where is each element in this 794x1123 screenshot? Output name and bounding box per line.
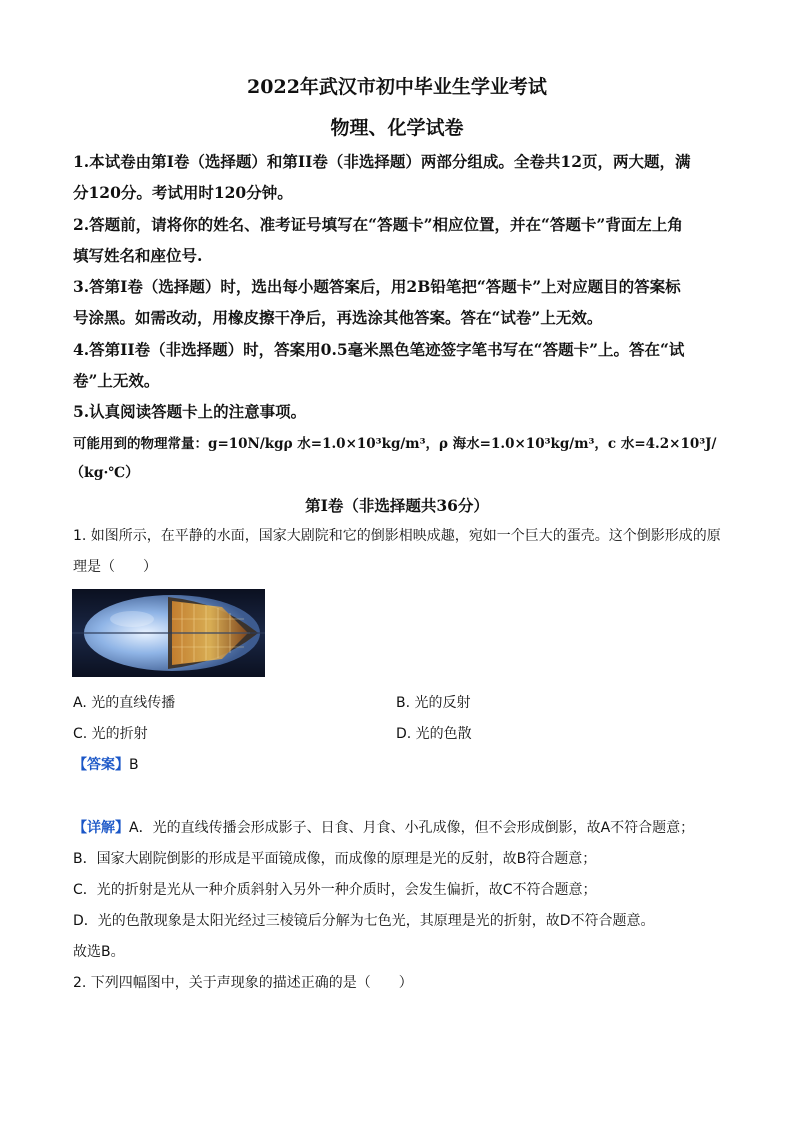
detail-line-c: C．光的折射是光从一种介质斜射入另外一种介质时，会发生偏折，故C不符合题意；	[73, 882, 597, 898]
option-b[interactable]: B. 光的反射	[396, 695, 471, 711]
detail-label: 【详解】	[73, 820, 129, 836]
detail-line-b: B．国家大剧院倒影的形成是平面镜成像，而成像的原理是光的反射，故B符合题意；	[73, 851, 597, 867]
instruction-line: 填写姓名和座位号.	[73, 246, 203, 265]
detail-line-a	[73, 817, 694, 837]
answer-label: 【答案】	[73, 757, 129, 773]
option-a[interactable]: A. 光的直线传播	[73, 695, 176, 711]
instruction-line: 卷”上无效。	[73, 371, 160, 390]
instruction-line: 5.认真阅读答题卡上的注意事项。	[73, 402, 307, 421]
question-1-stem: 1. 如图所示，在平静的水面，国家大剧院和它的倒影相映成趣，宛如一个巨大的蛋壳。这个倒影形成的原	[73, 528, 721, 544]
answer-value: B	[129, 757, 139, 773]
national-grand-theatre-photo	[72, 589, 265, 677]
instruction-line: 分120分。考试用时120分钟。	[73, 183, 293, 202]
detail-text: A．光的直线传播会形成影子、日食、月食、小孔成像，但不会形成倒影，故A不符合题意；	[129, 820, 695, 836]
detail-conclusion: 故选B。	[73, 944, 125, 960]
question-2-stem: 2. 下列四幅图中，关于声现象的描述正确的是（ ）	[73, 975, 413, 991]
exam-title: 2022年武汉市初中毕业生学业考试	[247, 76, 547, 98]
section-title: 第I卷（非选择题共36分）	[305, 496, 489, 515]
question-1-stem-cont: 理是（ ）	[73, 559, 157, 575]
instruction-line: 3.答第I卷（选择题）时，选出每小题答案后，用2B铅笔把“答题卡”上对应题目的答案标	[73, 277, 681, 296]
instruction-line: 号涂黑。如需改动，用橡皮擦干净后，再选涂其他答案。答在“试卷”上无效。	[73, 308, 603, 327]
detail-line-d: D．光的色散现象是太阳光经过三棱镜后分解为七色光，其原理是光的折射，故D不符合题意。	[73, 913, 655, 929]
answer-line	[73, 754, 139, 774]
instruction-line: 4.答第II卷（非选择题）时，答案用0.5毫米黑色笔迹签字笔书写在“答题卡”上。答在“试	[73, 340, 685, 359]
physics-constants: 可能用到的物理常量：g=10N/kgρ 水=1.0×10³kg/m³，ρ 海水=1.0×10³kg/m³，c 水=4.2×10³J/	[73, 436, 717, 452]
instruction-line: 1.本试卷由第I卷（选择题）和第II卷（非选择题）两部分组成。全卷共12页，两大题，满	[73, 152, 691, 171]
option-d[interactable]: D. 光的色散	[396, 726, 472, 742]
option-c[interactable]: C. 光的折射	[73, 726, 148, 742]
physics-constants-unit: （kg·℃）	[70, 465, 140, 481]
exam-subtitle: 物理、化学试卷	[330, 117, 464, 139]
instruction-line: 2.答题前，请将你的姓名、准考证号填写在“答题卡”相应位置，并在“答题卡”背面左上角	[73, 215, 683, 234]
